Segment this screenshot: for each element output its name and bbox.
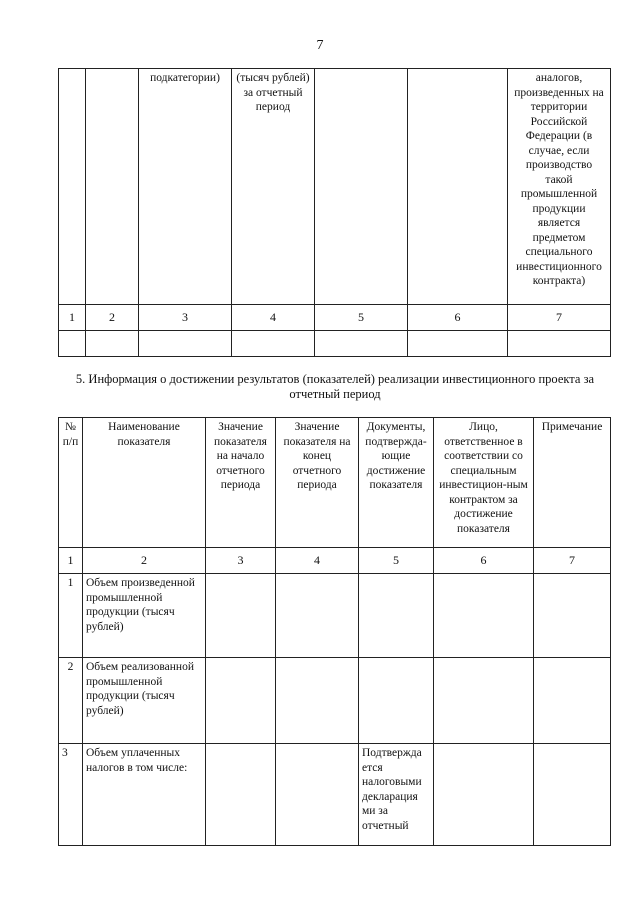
table-row: [59, 744, 611, 846]
column-number-row: [59, 548, 611, 574]
header-cell: Наименование показателя: [83, 418, 206, 548]
column-number: 1: [59, 305, 86, 331]
column-number: 5: [315, 305, 408, 331]
table-row: [59, 658, 611, 744]
column-number: 7: [534, 548, 611, 574]
header-cell: [315, 69, 408, 305]
column-number-row: [59, 305, 611, 331]
header-cell: Значение показателя на конец отчетного периода: [276, 418, 359, 548]
column-number: 2: [86, 305, 139, 331]
row-number: 3: [59, 744, 83, 846]
table-row: [59, 331, 611, 357]
column-number: 5: [359, 548, 434, 574]
column-number: 7: [508, 305, 611, 331]
column-number: 1: [59, 548, 83, 574]
header-cell: аналогов, произведенных на территории Российской Федерации (в случае, если производство такой промышленной продукции является предметом специального инвестиционного контракта): [508, 69, 611, 305]
header-cell: [59, 69, 86, 305]
header-cell: [86, 69, 139, 305]
column-number: 2: [83, 548, 206, 574]
column-number: 6: [408, 305, 508, 331]
indicator-name: Объем уплаченных налогов в том числе:: [83, 744, 206, 846]
column-number: 3: [139, 305, 232, 331]
column-number: 4: [276, 548, 359, 574]
indicator-name: Объем реализованной промышленной продукции (тысяч рублей): [83, 658, 206, 744]
header-cell: Примечание: [534, 418, 611, 548]
header-cell: Лицо, ответственное в соответствии со специальным инвестицион-ным контрактом за достижение показателя: [434, 418, 534, 548]
section-title: 5. Информация о достижении результатов (показателей) реализации инвестиционного проекта за отчетный период: [75, 372, 595, 401]
row-number: 2: [59, 658, 83, 744]
column-number: 4: [232, 305, 315, 331]
row-number: 1: [59, 574, 83, 658]
table-row: [59, 574, 611, 658]
header-cell: (тысяч рублей) за отчетный период: [232, 69, 315, 305]
table-header-row: [59, 69, 611, 305]
header-cell: № п/п: [59, 418, 83, 548]
table-header-row: [59, 418, 611, 548]
header-cell: Документы, подтвержда-ющие достижение показателя: [359, 418, 434, 548]
supporting-docs: Подтвержда ется налоговыми декларация ми за отчетный: [359, 744, 434, 846]
header-cell: Значение показателя на начало отчетного периода: [206, 418, 276, 548]
indicator-name: Объем произведенной промышленной продукции (тысяч рублей): [83, 574, 206, 658]
supporting-docs: [359, 574, 434, 658]
column-number: 3: [206, 548, 276, 574]
header-cell: подкатегории): [139, 69, 232, 305]
results-table-continued: [58, 68, 611, 357]
page-number: 7: [316, 38, 324, 53]
header-cell: [408, 69, 508, 305]
supporting-docs: [359, 658, 434, 744]
indicators-table: [58, 417, 611, 846]
column-number: 6: [434, 548, 534, 574]
